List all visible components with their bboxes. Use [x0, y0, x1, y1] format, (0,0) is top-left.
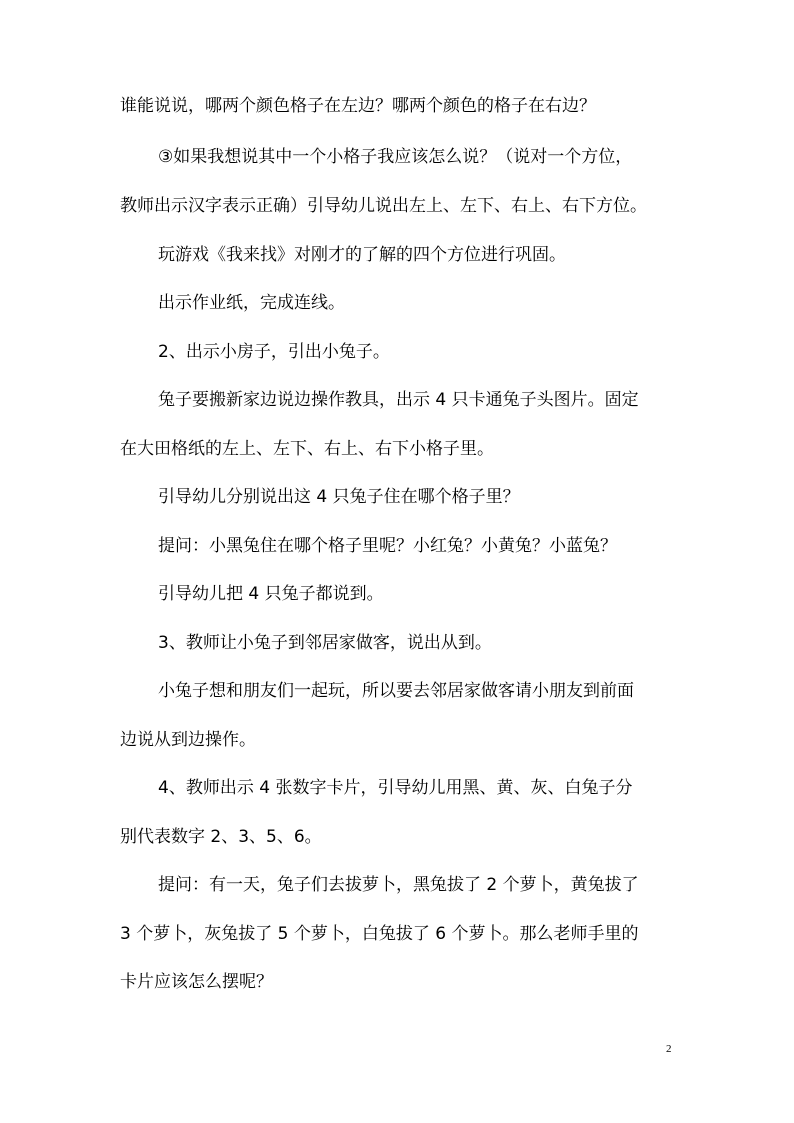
text-line: ③如果我想说其中一个小格子我应该怎么说？（说对一个方位， — [158, 147, 633, 167]
text-line: 4、教师出示 4 张数字卡片，引导幼儿用黑、黄、灰、白兔子分 — [158, 778, 633, 798]
text-line: 谁能说说，哪两个颜色格子在左边？哪两个颜色的格子在右边？ — [120, 96, 596, 116]
text-line: 在大田格纸的左上、左下、右上、右下小格子里。 — [120, 439, 494, 459]
page-number: 2 — [666, 1043, 672, 1055]
text-line: 出示作业纸，完成连线。 — [158, 293, 345, 313]
text-line: 卡片应该怎么摆呢？ — [120, 972, 273, 992]
text-line: 3、教师让小兔子到邻居家做客，说出从到。 — [158, 633, 492, 653]
text-line: 提问：小黑兔住在哪个格子里呢？小红兔？小黄兔？小蓝兔？ — [158, 536, 617, 556]
text-line: 提问：有一天，兔子们去拔萝卜，黑兔拔了 2 个萝卜，黄兔拔了 — [158, 875, 639, 895]
text-line: 兔子要搬新家边说边操作教具，出示 4 只卡通兔子头图片。固定 — [158, 390, 639, 410]
text-line: 引导幼儿分别说出这 4 只兔子住在哪个格子里？ — [158, 487, 520, 507]
text-line: 2、出示小房子，引出小兔子。 — [158, 342, 390, 362]
text-line: 引导幼儿把 4 只兔子都说到。 — [158, 584, 384, 604]
text-line: 玩游戏《我来找》对刚才的了解的四个方位进行巩固。 — [158, 245, 566, 265]
text-line: 别代表数字 2、3、5、6。 — [120, 827, 322, 847]
text-line: 小兔子想和朋友们一起玩，所以要去邻居家做客请小朋友到前面 — [158, 681, 634, 701]
text-line: 教师出示汉字表示正确）引导幼儿说出左上、左下、右上、右下方位。 — [120, 196, 647, 216]
text-line: 边说从到边操作。 — [120, 730, 256, 750]
text-line: 3 个萝卜，灰兔拔了 5 个萝卜，白兔拔了 6 个萝卜。那么老师手里的 — [120, 924, 639, 944]
